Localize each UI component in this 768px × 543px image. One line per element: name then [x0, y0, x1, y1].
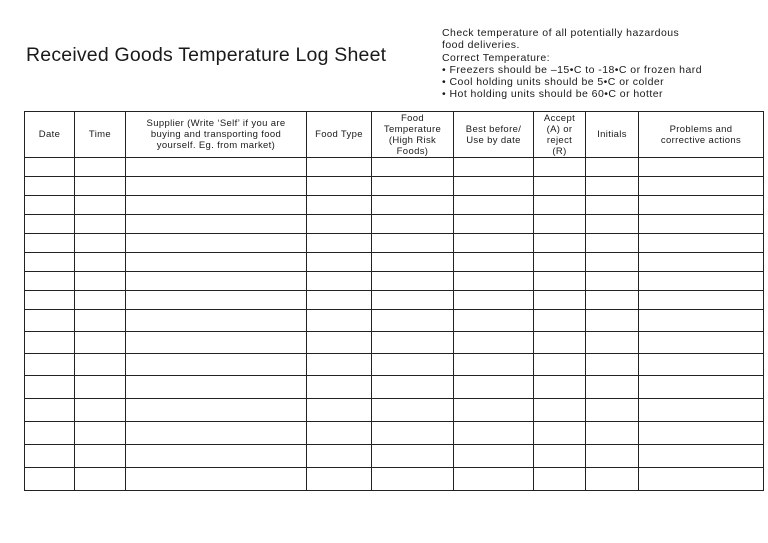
table-cell[interactable]	[454, 177, 534, 196]
table-cell[interactable]	[75, 332, 126, 354]
table-row	[25, 468, 764, 491]
table-cell[interactable]	[372, 196, 454, 215]
table-cell[interactable]	[372, 445, 454, 468]
table-cell[interactable]	[534, 272, 586, 291]
table-row	[25, 399, 764, 422]
table-cell[interactable]	[534, 215, 586, 234]
table-cell[interactable]	[586, 291, 639, 310]
table-cell[interactable]	[639, 376, 764, 399]
table-cell[interactable]	[126, 468, 307, 491]
table-cell[interactable]	[639, 177, 764, 196]
table-cell[interactable]	[586, 177, 639, 196]
table-cell[interactable]	[372, 272, 454, 291]
column-header-accept-reject: Accept (A) or reject (R)	[534, 112, 586, 158]
table-cell[interactable]	[126, 310, 307, 332]
table-cell[interactable]	[586, 332, 639, 354]
table-cell[interactable]	[454, 468, 534, 491]
table-cell[interactable]	[75, 376, 126, 399]
instruction-bullet-freezers: • Freezers should be –15•C to -18•C or frozen hard	[442, 63, 702, 76]
table-cell[interactable]	[534, 310, 586, 332]
table-cell[interactable]	[454, 310, 534, 332]
table-cell[interactable]	[454, 422, 534, 445]
table-cell[interactable]	[372, 399, 454, 422]
table-cell[interactable]	[75, 215, 126, 234]
table-cell[interactable]	[126, 422, 307, 445]
table-cell[interactable]	[307, 332, 372, 354]
table-cell[interactable]	[75, 253, 126, 272]
table-cell[interactable]	[454, 354, 534, 376]
table-cell[interactable]	[25, 422, 75, 445]
table-cell[interactable]	[534, 332, 586, 354]
table-cell[interactable]	[25, 468, 75, 491]
table-row	[25, 310, 764, 332]
table-cell[interactable]	[534, 376, 586, 399]
table-row	[25, 177, 764, 196]
column-header-food-type: Food Type	[307, 112, 372, 158]
table-cell[interactable]	[307, 354, 372, 376]
table-cell[interactable]	[126, 196, 307, 215]
table-row	[25, 158, 764, 177]
column-header-initials: Initials	[586, 112, 639, 158]
table-cell[interactable]	[25, 158, 75, 177]
table-cell[interactable]	[25, 376, 75, 399]
table-cell[interactable]	[75, 399, 126, 422]
page-title: Received Goods Temperature Log Sheet	[26, 44, 387, 66]
table-cell[interactable]	[25, 354, 75, 376]
table-cell[interactable]	[75, 196, 126, 215]
instruction-line: food deliveries.	[442, 39, 520, 52]
table-cell[interactable]	[454, 376, 534, 399]
table-cell[interactable]	[586, 215, 639, 234]
table-cell[interactable]	[126, 158, 307, 177]
table-cell[interactable]	[639, 272, 764, 291]
table-cell[interactable]	[75, 234, 126, 253]
table-row	[25, 422, 764, 445]
table-cell[interactable]	[372, 310, 454, 332]
table-cell[interactable]	[586, 158, 639, 177]
temperature-instructions	[442, 27, 702, 101]
table-row	[25, 445, 764, 468]
table-cell[interactable]	[126, 234, 307, 253]
table-row	[25, 234, 764, 253]
table-cell[interactable]	[25, 291, 75, 310]
table-cell[interactable]	[454, 272, 534, 291]
table-cell[interactable]	[75, 158, 126, 177]
table-cell[interactable]	[534, 177, 586, 196]
log-entries	[25, 158, 764, 491]
table-header-row	[25, 112, 764, 158]
table-cell[interactable]	[25, 445, 75, 468]
table-cell[interactable]	[534, 468, 586, 491]
table-cell[interactable]	[25, 196, 75, 215]
table-cell[interactable]	[454, 445, 534, 468]
column-header-supplier: Supplier (Write ‘Self’ if you are buying and transporting food yourself. Eg. from market)	[126, 112, 307, 158]
table-cell[interactable]	[534, 234, 586, 253]
table-cell[interactable]	[586, 253, 639, 272]
table-cell[interactable]	[454, 158, 534, 177]
table-cell[interactable]	[372, 376, 454, 399]
table-cell[interactable]	[639, 196, 764, 215]
table-cell[interactable]	[372, 177, 454, 196]
column-header-problems: Problems and corrective actions	[639, 112, 764, 158]
table-cell[interactable]	[307, 468, 372, 491]
table-cell[interactable]	[639, 332, 764, 354]
table-cell[interactable]	[126, 272, 307, 291]
table-cell[interactable]	[25, 332, 75, 354]
table-cell[interactable]	[639, 354, 764, 376]
table-row	[25, 354, 764, 376]
table-cell[interactable]	[372, 354, 454, 376]
table-cell[interactable]	[75, 468, 126, 491]
table-cell[interactable]	[126, 399, 307, 422]
table-cell[interactable]	[586, 196, 639, 215]
table-cell[interactable]	[586, 445, 639, 468]
table-cell[interactable]	[534, 253, 586, 272]
table-row	[25, 332, 764, 354]
table-cell[interactable]	[25, 215, 75, 234]
column-header-time: Time	[75, 112, 126, 158]
table-cell[interactable]	[307, 177, 372, 196]
table-cell[interactable]	[307, 310, 372, 332]
table-cell[interactable]	[639, 468, 764, 491]
table-cell[interactable]	[372, 468, 454, 491]
table-cell[interactable]	[534, 422, 586, 445]
table-cell[interactable]	[454, 253, 534, 272]
table-cell[interactable]	[126, 354, 307, 376]
instruction-line: Check temperature of all potentially hazardous	[442, 27, 680, 39]
table-cell[interactable]	[307, 272, 372, 291]
table-row	[25, 253, 764, 272]
table-cell[interactable]	[372, 234, 454, 253]
instruction-bullet-cool-holding: • Cool holding units should be 5•C or colder	[442, 76, 665, 89]
table-cell[interactable]	[639, 310, 764, 332]
table-cell[interactable]	[586, 354, 639, 376]
table-cell[interactable]	[75, 445, 126, 468]
table-cell[interactable]	[126, 291, 307, 310]
table-cell[interactable]	[307, 158, 372, 177]
table-cell[interactable]	[25, 310, 75, 332]
table-cell[interactable]	[639, 445, 764, 468]
table-cell[interactable]	[75, 291, 126, 310]
table-cell[interactable]	[454, 332, 534, 354]
table-cell[interactable]	[75, 422, 126, 445]
table-cell[interactable]	[586, 234, 639, 253]
table-cell[interactable]	[372, 253, 454, 272]
table-cell[interactable]	[372, 291, 454, 310]
table-cell[interactable]	[454, 215, 534, 234]
table-row	[25, 272, 764, 291]
table-row	[25, 215, 764, 234]
table-cell[interactable]	[372, 422, 454, 445]
table-cell[interactable]	[534, 158, 586, 177]
table-cell[interactable]	[126, 376, 307, 399]
table-cell[interactable]	[307, 196, 372, 215]
table-cell[interactable]	[639, 234, 764, 253]
table-cell[interactable]	[307, 253, 372, 272]
table-cell[interactable]	[372, 332, 454, 354]
table-cell[interactable]	[126, 253, 307, 272]
table-cell[interactable]	[75, 177, 126, 196]
table-cell[interactable]	[372, 215, 454, 234]
table-cell[interactable]	[25, 234, 75, 253]
table-cell[interactable]	[25, 253, 75, 272]
table-cell[interactable]	[307, 445, 372, 468]
instruction-bullet-hot-holding: • Hot holding units should be 60•C or hotter	[442, 88, 663, 101]
table-cell[interactable]	[586, 468, 639, 491]
table-cell[interactable]	[639, 253, 764, 272]
table-cell[interactable]	[75, 272, 126, 291]
table-cell[interactable]	[75, 354, 126, 376]
table-cell[interactable]	[25, 177, 75, 196]
table-cell[interactable]	[534, 196, 586, 215]
temperature-log-table	[24, 111, 764, 491]
table-cell[interactable]	[126, 215, 307, 234]
table-cell[interactable]	[454, 399, 534, 422]
table-cell[interactable]	[307, 376, 372, 399]
table-cell[interactable]	[75, 310, 126, 332]
table-cell[interactable]	[307, 234, 372, 253]
table-cell[interactable]	[126, 177, 307, 196]
table-cell[interactable]	[126, 332, 307, 354]
table-cell[interactable]	[307, 422, 372, 445]
table-cell[interactable]	[307, 291, 372, 310]
table-row	[25, 291, 764, 310]
table-cell[interactable]	[25, 399, 75, 422]
table-cell[interactable]	[307, 399, 372, 422]
table-cell[interactable]	[534, 399, 586, 422]
table-cell[interactable]	[586, 422, 639, 445]
table-cell[interactable]	[639, 422, 764, 445]
table-row	[25, 376, 764, 399]
table-cell[interactable]	[126, 445, 307, 468]
table-cell[interactable]	[639, 215, 764, 234]
column-header-date: Date	[25, 112, 75, 158]
table-cell[interactable]	[454, 291, 534, 310]
table-cell[interactable]	[586, 272, 639, 291]
table-cell[interactable]	[454, 234, 534, 253]
table-cell[interactable]	[639, 291, 764, 310]
table-row	[25, 196, 764, 215]
instruction-line: Correct Temperature:	[442, 51, 551, 64]
table-cell[interactable]	[25, 272, 75, 291]
column-header-best-before: Best before/ Use by date	[454, 112, 534, 158]
table-cell[interactable]	[454, 196, 534, 215]
table-cell[interactable]	[372, 158, 454, 177]
table-cell[interactable]	[639, 399, 764, 422]
table-cell[interactable]	[586, 376, 639, 399]
column-header-food-temperature: Food Temperature (High Risk Foods)	[372, 112, 454, 158]
table-cell[interactable]	[534, 291, 586, 310]
table-cell[interactable]	[586, 399, 639, 422]
table-cell[interactable]	[586, 310, 639, 332]
table-cell[interactable]	[534, 445, 586, 468]
table-cell[interactable]	[307, 215, 372, 234]
table-cell[interactable]	[534, 354, 586, 376]
table-cell[interactable]	[639, 158, 764, 177]
